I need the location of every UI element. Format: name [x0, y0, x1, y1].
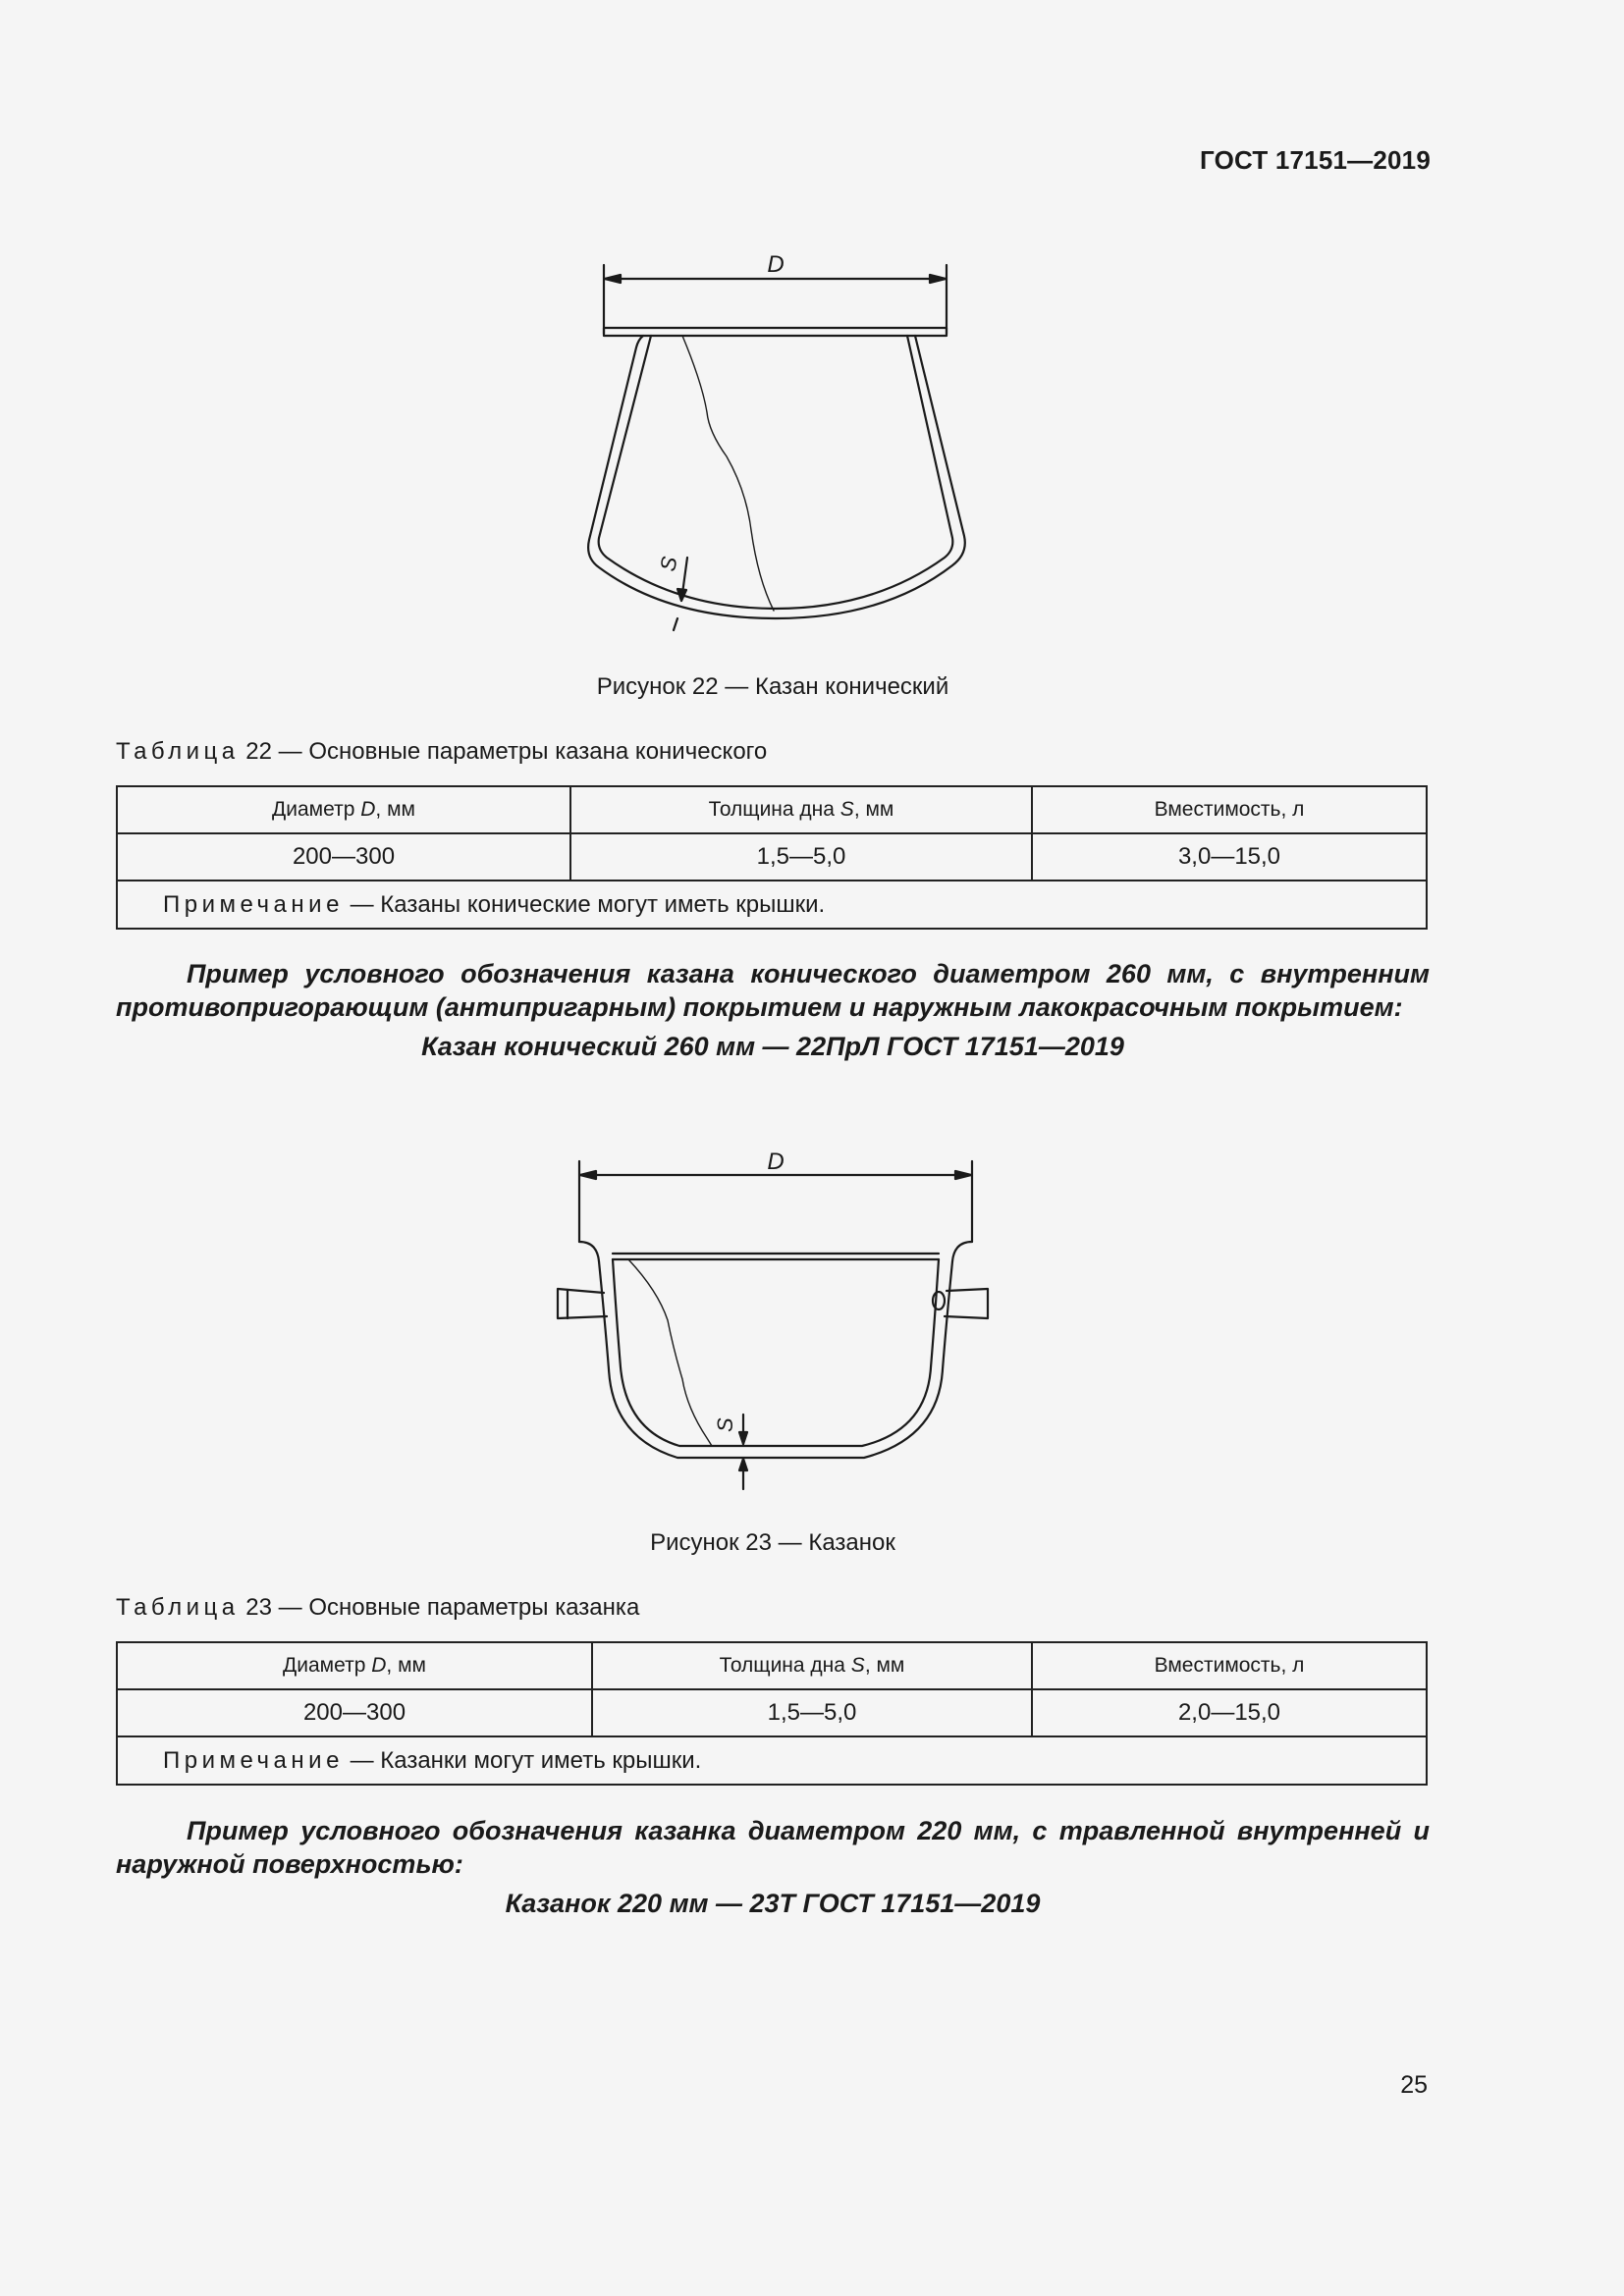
table-23-title: [116, 1594, 639, 1622]
example-23-text: Пример условного обозначения казанка диаметром 220 мм, с травленной внутренней и наружной поверхностью:: [116, 1816, 1430, 1879]
table-22-label: Таблица: [116, 738, 240, 765]
table-23-header-diameter: Диаметр D, мм: [117, 1642, 592, 1689]
table-22-title-text: 22 — Основные параметры казана конического: [245, 738, 768, 765]
table-22-cell-capacity: 3,0—15,0: [1032, 833, 1427, 881]
figure-22-caption: Рисунок 22 — Казан конический: [596, 673, 949, 700]
table-23: [116, 1641, 1428, 1786]
table-22-cell-diameter: 200—300: [117, 833, 570, 881]
table-22-note: Примечание — Казаны конические могут иметь крышки.: [117, 881, 1427, 929]
example-22-text: Пример условного обозначения казана конического диаметром 260 мм, с внутренним противопригорающим (антипригарным) покрытием и наружным лакокрасочным покрытием:: [116, 959, 1430, 1022]
figure-22-thickness-label: S: [655, 555, 682, 573]
table-22-header-diameter: Диаметр D, мм: [117, 786, 570, 833]
figure-23-kazanok: [550, 1144, 1011, 1507]
figure-23-caption: Рисунок 23 — Казанок: [650, 1529, 895, 1556]
figure-22-conical-kazan: [569, 245, 1021, 648]
table-row: [117, 833, 1427, 881]
example-23-designation: Казанок 220 мм — 23Т ГОСТ 17151—2019: [505, 1889, 1041, 1918]
figure-22-dimension-label: D: [767, 251, 785, 278]
table-header-row: [117, 786, 1427, 833]
table-row: [117, 1689, 1427, 1736]
table-23-note: Примечание — Казанки могут иметь крышки.: [117, 1736, 1427, 1785]
table-22-title: [116, 738, 767, 766]
table-23-cell-diameter: 200—300: [117, 1689, 592, 1736]
table-23-title-text: 23 — Основные параметры казанка: [245, 1594, 640, 1621]
page-number: 25: [1400, 2071, 1428, 2099]
table-23-header-capacity: Вместимость, л: [1032, 1642, 1427, 1689]
figure-23-thickness-label: S: [713, 1417, 737, 1432]
figure-23-dimension-label: D: [767, 1148, 785, 1175]
table-22: [116, 785, 1428, 930]
table-23-cell-thickness: 1,5—5,0: [592, 1689, 1032, 1736]
standard-code: ГОСТ 17151—2019: [1200, 145, 1431, 175]
example-22-designation: Казан конический 260 мм — 22ПрЛ ГОСТ 17151—2019: [421, 1032, 1124, 1061]
table-note-row: [117, 881, 1427, 929]
table-22-cell-thickness: 1,5—5,0: [570, 833, 1032, 881]
table-23-label: Таблица: [116, 1594, 240, 1621]
table-23-header-thickness: Толщина дна S, мм: [592, 1642, 1032, 1689]
table-note-row: [117, 1736, 1427, 1785]
table-23-cell-capacity: 2,0—15,0: [1032, 1689, 1427, 1736]
table-header-row: [117, 1642, 1427, 1689]
table-22-header-thickness: Толщина дна S, мм: [570, 786, 1032, 833]
table-22-header-capacity: Вместимость, л: [1032, 786, 1427, 833]
